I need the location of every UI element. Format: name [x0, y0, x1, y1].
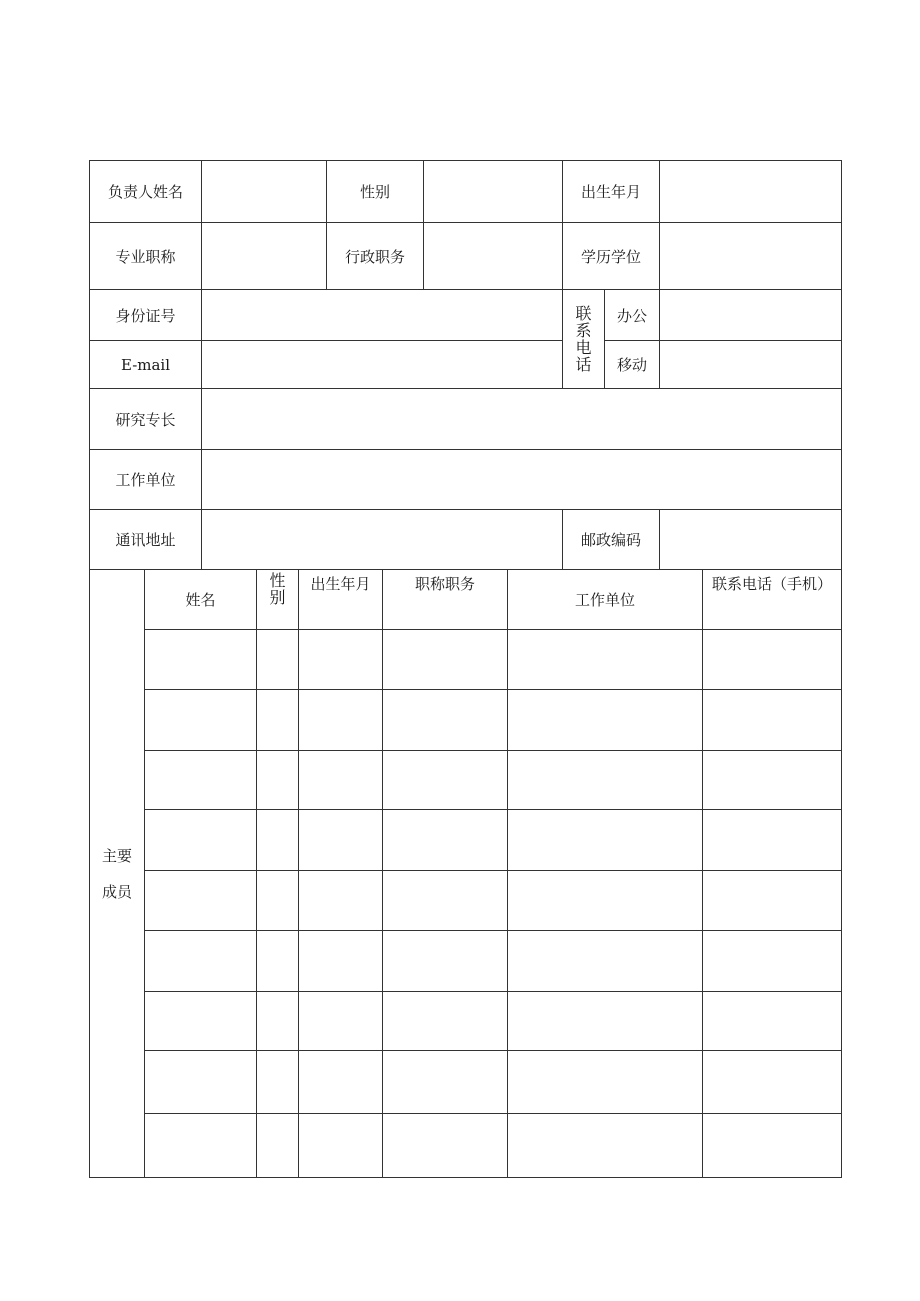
col-divider — [659, 160, 660, 389]
member-col-divider — [144, 569, 145, 1178]
col-divider — [423, 160, 424, 290]
label-research-specialty: 研究专长 — [115, 410, 176, 429]
label-email: E-mail — [120, 355, 171, 374]
member-col-divider — [507, 569, 508, 1178]
header-member-name: 姓名 — [185, 591, 216, 609]
member-row-divider — [144, 1050, 842, 1051]
member-row-divider — [144, 930, 842, 931]
table-border-right — [841, 160, 842, 1178]
label-main-members-line: 成员 — [101, 882, 132, 901]
member-col-divider — [382, 569, 383, 1178]
label-postcode: 邮政编码 — [580, 531, 641, 549]
member-row-divider — [144, 870, 842, 871]
label-id-number: 身份证号 — [115, 306, 176, 325]
header-member-work-unit: 工作单位 — [574, 591, 635, 609]
header-member-birth: 出生年月 — [310, 575, 371, 593]
label-degree: 学历学位 — [580, 247, 641, 266]
header-member-gender — [257, 570, 298, 629]
label-mailing-address: 通讯地址 — [115, 531, 176, 549]
label-mobile-phone: 移动 — [616, 356, 647, 374]
member-row-divider — [144, 1113, 842, 1114]
col-divider — [659, 509, 660, 570]
label-main-members — [90, 570, 144, 1177]
label-contact-phone — [563, 290, 604, 388]
col-divider — [201, 160, 202, 570]
member-col-divider — [702, 569, 703, 1178]
label-admin-post: 行政职务 — [344, 247, 405, 266]
table-border-bottom — [89, 1177, 842, 1178]
header-member-gender-char: 别 — [269, 588, 286, 607]
member-row-divider — [144, 750, 842, 751]
member-row-divider — [144, 991, 842, 992]
header-member-phone: 联系电话（手机） — [711, 575, 832, 593]
member-col-divider — [256, 569, 257, 1178]
label-office-phone: 办公 — [616, 306, 647, 325]
label-contact-phone-char: 电 — [575, 338, 592, 357]
member-col-divider — [298, 569, 299, 1178]
label-birth-date: 出生年月 — [580, 183, 641, 201]
label-contact-phone-char: 系 — [575, 321, 592, 340]
header-member-gender-char: 性 — [269, 571, 286, 590]
label-gender: 性别 — [359, 183, 390, 201]
header-member-title: 职称职务 — [414, 575, 475, 593]
member-row-divider — [144, 809, 842, 810]
member-row-divider — [144, 629, 842, 630]
member-row-divider — [144, 689, 842, 690]
label-contact-phone-char: 话 — [575, 355, 592, 374]
label-work-unit: 工作单位 — [115, 471, 176, 489]
label-professional-title: 专业职称 — [115, 247, 176, 266]
label-main-members-line: 主要 — [101, 846, 132, 865]
label-leader-name: 负责人姓名 — [107, 183, 183, 201]
label-contact-phone-char: 联 — [575, 304, 592, 323]
